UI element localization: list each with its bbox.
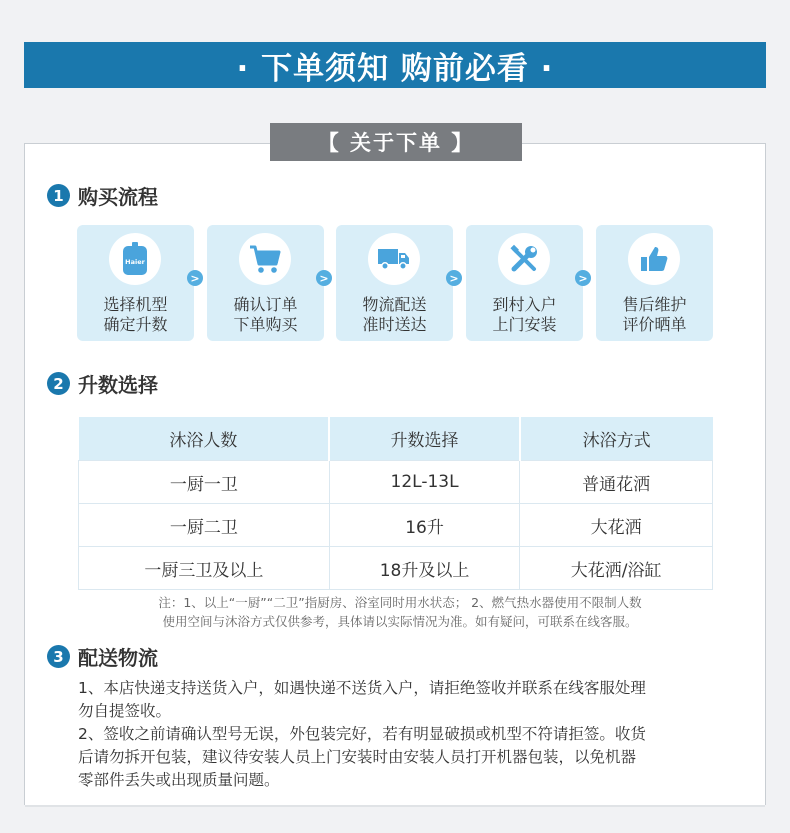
table-cell: 16升	[329, 504, 519, 547]
step-label-line2: 准时送达	[362, 315, 427, 334]
step-label-line2: 上门安装	[492, 315, 557, 334]
delivery-paragraph-1	[78, 677, 698, 723]
thumbs-up-icon	[628, 233, 680, 285]
chevron-right-icon: >	[575, 270, 591, 286]
paragraph-line: 后请勿拆开包装，建议待安装人员上门安装时由安装人员打开机器包装，以免机器	[78, 748, 637, 766]
paragraph-line: 零部件丢失或出现质量问题。	[78, 771, 280, 789]
section-heading-purchase-flow	[47, 181, 158, 210]
header-banner	[24, 42, 766, 88]
section-tab-label: 【 关于下单 】	[317, 131, 475, 155]
table-cell: 普通花洒	[520, 461, 713, 504]
section-title: 购买流程	[78, 185, 158, 209]
note-line: 注：1、以上“一厨”“二卫”指厨房、浴室同时用水状态； 2、燃气热水器使用不限制人数	[158, 595, 642, 610]
capacity-table	[78, 417, 713, 590]
table-cell: 18升及以上	[329, 547, 519, 590]
section-number-badge: 2	[47, 372, 70, 395]
step-installation	[466, 225, 583, 341]
chevron-right-icon: >	[316, 270, 332, 286]
step-label-line1: 售后维护	[622, 295, 687, 314]
section-title: 配送物流	[78, 646, 158, 670]
step-label-line1: 到村入户	[492, 295, 557, 314]
table-header-row	[79, 417, 713, 461]
note-line: 使用空间与沐浴方式仅供参考，具体请以实际情况为准。如有疑问，可联系在线客服。	[162, 614, 638, 629]
step-select-model	[77, 225, 194, 341]
table-header-cell: 升数选择	[329, 417, 519, 461]
paragraph-line: 勿自提签收。	[78, 702, 172, 720]
table-cell: 一厨二卫	[79, 504, 330, 547]
step-after-sales	[596, 225, 713, 341]
chevron-right-icon: >	[187, 270, 203, 286]
step-label-line1: 选择机型	[103, 295, 168, 314]
table-note	[115, 593, 685, 631]
step-label-line2: 评价晒单	[622, 315, 687, 334]
chevron-right-icon: >	[446, 270, 462, 286]
step-confirm-order	[207, 225, 324, 341]
table-cell: 大花洒	[520, 504, 713, 547]
section-heading-capacity	[47, 369, 158, 398]
paragraph-line: 1、本店快递支持送货入户，如遇快递不送货入户，请拒绝签收并联系在线客服处理	[78, 679, 646, 697]
table-cell: 12L-13L	[329, 461, 519, 504]
table-cell: 一厨一卫	[79, 461, 330, 504]
section-number-badge: 3	[47, 645, 70, 668]
step-label-line1: 确认订单	[233, 295, 298, 314]
table-header-cell: 沐浴方式	[520, 417, 713, 461]
tools-icon	[498, 233, 550, 285]
section-tab	[270, 123, 522, 161]
table-cell: 大花洒/浴缸	[520, 547, 713, 590]
water-heater-icon	[109, 233, 161, 285]
table-header-cell: 沐浴人数	[79, 417, 330, 461]
paragraph-line: 2、签收之前请确认型号无误，外包装完好，若有明显破损或机型不符请拒签。收货	[78, 725, 646, 743]
step-logistics	[336, 225, 453, 341]
step-label-line1: 物流配送	[362, 295, 427, 314]
section-heading-delivery	[47, 642, 158, 671]
table-cell: 一厨三卫及以上	[79, 547, 330, 590]
truck-icon	[368, 233, 420, 285]
section-number-badge: 1	[47, 184, 70, 207]
brand-logo-text: Haier	[125, 258, 145, 266]
table-row	[79, 461, 713, 504]
step-label-line2: 确定升数	[103, 315, 168, 334]
table-row	[79, 547, 713, 590]
section-title: 升数选择	[78, 373, 158, 397]
table-row	[79, 504, 713, 547]
banner-title: · 下单须知 购前必看 ·	[236, 50, 554, 87]
step-label-line2: 下单购买	[233, 315, 298, 334]
cart-icon	[239, 233, 291, 285]
delivery-paragraph-2	[78, 723, 698, 792]
